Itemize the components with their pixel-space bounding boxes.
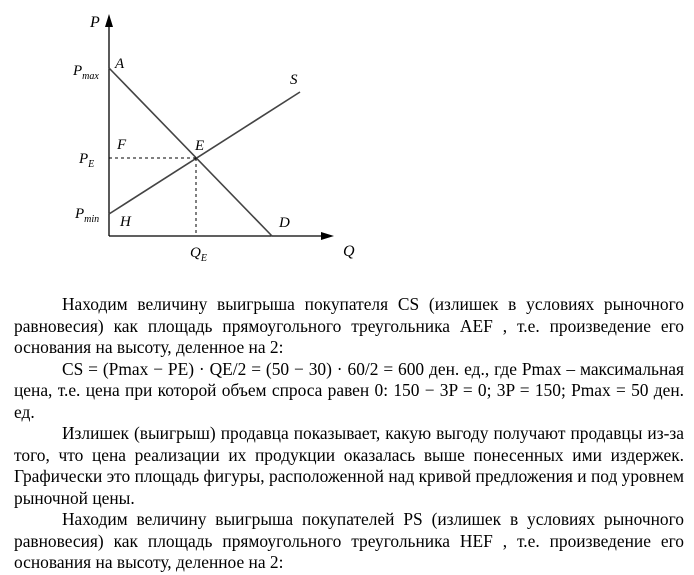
point-e-label: E [195, 138, 205, 154]
paragraph-producer-surplus-definition: Излишек (выигрыш) продавца показывает, какую выгоду получают продавцы из-за того, что цена реализации их продукции оказалась выше понесенных ими издержек. Графически это площадь фигуры, расположенной над кривой предложения и под уровнем рыночной цены. [14, 423, 684, 508]
point-f-label: F [117, 137, 127, 153]
pmax-label: $P_{max}$ [73, 63, 99, 82]
point-a-label: A [115, 56, 125, 72]
pmin-label: $P_{min}$ [75, 206, 100, 225]
supply-line [109, 92, 300, 214]
p-axis-arrow [105, 14, 113, 27]
p-axis-label: P [90, 14, 100, 31]
point-d-label: D [279, 215, 290, 231]
qe-label: $Q_E$ [190, 245, 207, 264]
demand-line [109, 68, 272, 236]
pe-label: $P_E$ [79, 151, 95, 170]
paragraph-ps-intro: Находим величину выигрыша покупателей PS (излишек в условиях рыночного равновесия) как площадь прямоугольного треугольника HEF , т.е. произведение его основания на высоту, деленное на 2: [14, 509, 684, 572]
paragraph-consumer-surplus-intro: Находим величину выигрыша покупателя CS (излишек в условиях рыночного равновесия) как площадь прямоугольного треугольника AEF , т.е. произведение его основания на высоту, деленное на 2: [14, 294, 684, 357]
point-s-label: S [290, 72, 298, 88]
q-axis-label: Q [343, 243, 355, 260]
body-text [14, 294, 684, 574]
q-axis-arrow [321, 232, 334, 240]
point-h-label: H [120, 214, 131, 230]
paragraph-cs-formula: CS = (Pmax − PE) · QE/2 = (50 − 30) · 60/2 = 600 ден. ед., где Pmax – максимальная цена, т.е. цена при которой объем спроса равен 0: 150 − 3P = 0; 3P = 150; Pmax = 50 ден. ед. [14, 358, 684, 422]
